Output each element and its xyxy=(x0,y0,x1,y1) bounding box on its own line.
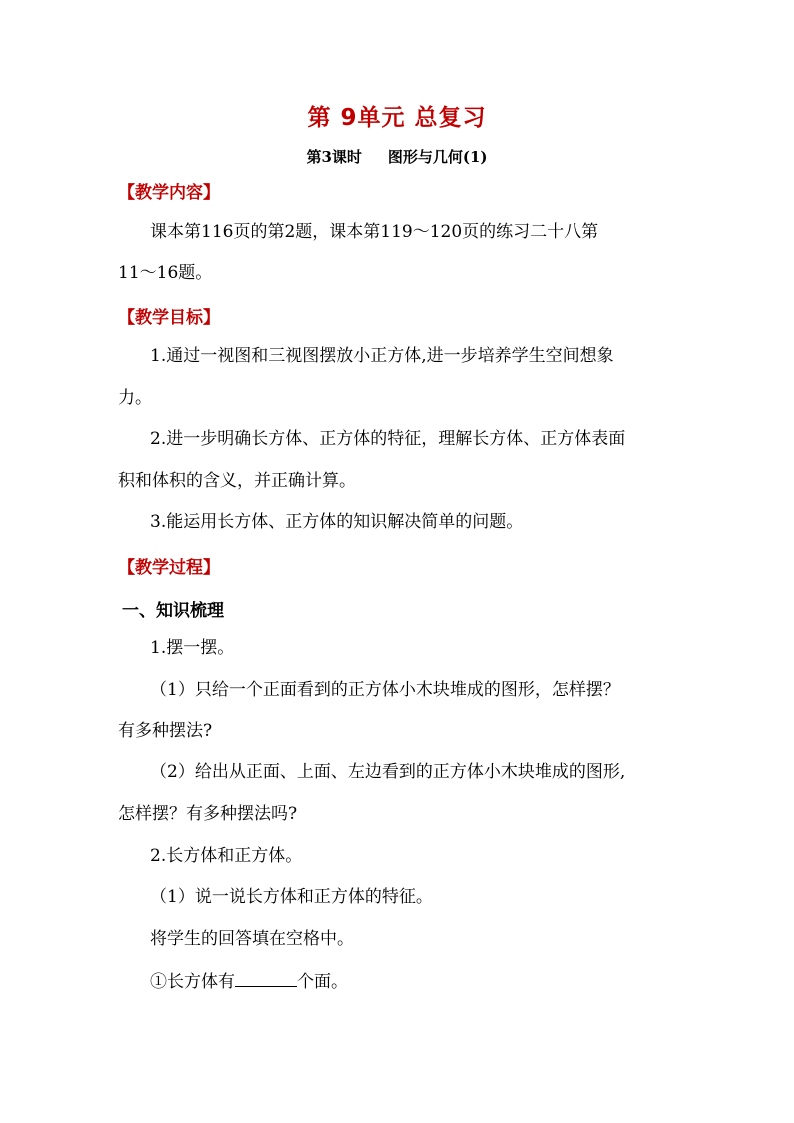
goal-1-line-2: 力。 xyxy=(118,388,152,408)
fill-blank-line-1 xyxy=(150,970,348,992)
item-2-question-1: （1）说一说长方体和正方体的特征。 xyxy=(150,887,433,907)
goal-2-line-1: 2.进一步明确长方体、正方体的特征，理解长方体、正方体表面 xyxy=(150,429,626,449)
section-heading-process: 【教学过程】 xyxy=(118,558,220,578)
fill-1-prefix: ①长方体有 xyxy=(150,972,235,992)
fill-instruction: 将学生的回答填在空格中。 xyxy=(150,929,354,949)
lesson-number: 第3课时 xyxy=(306,148,362,166)
item-1: 1.摆一摆。 xyxy=(150,638,235,658)
item-1-question-2-line-2: 怎样摆？有多种摆法吗? xyxy=(118,804,298,824)
item-1-question-2-line-1: （2）给出从正面、上面、左边看到的正方体小木块堆成的图形, xyxy=(150,762,626,782)
section-heading-goals: 【教学目标】 xyxy=(118,308,220,328)
item-1-question-1-line-2: 有多种摆法? xyxy=(118,721,213,741)
item-1-question-1-line-1: （1）只给一个正面看到的正方体小木块堆成的图形，怎样摆？ xyxy=(150,680,620,700)
goal-1-line-1: 1.通过一视图和三视图摆放小正方体,进一步培养学生空间想象 xyxy=(150,346,614,366)
lesson-subtitle xyxy=(0,146,794,167)
fill-1-suffix: 个面。 xyxy=(297,972,348,992)
answer-blank[interactable] xyxy=(235,970,297,987)
part-1-heading: 一、知识梳理 xyxy=(122,601,224,621)
content-line-1: 课本第116页的第2题，课本第119～120页的练习二十八第 xyxy=(150,222,599,242)
lesson-topic: 图形与几何(1) xyxy=(387,148,488,166)
page-title: 第 9单元 总复习 xyxy=(307,105,487,131)
section-heading-content: 【教学内容】 xyxy=(118,183,220,203)
content-line-2: 11～16题。 xyxy=(118,263,213,283)
item-2: 2.长方体和正方体。 xyxy=(150,846,303,866)
goal-2-line-2: 积和体积的含义，并正确计算。 xyxy=(118,471,356,491)
goal-3: 3.能运用长方体、正方体的知识解决简单的问题。 xyxy=(150,512,524,532)
